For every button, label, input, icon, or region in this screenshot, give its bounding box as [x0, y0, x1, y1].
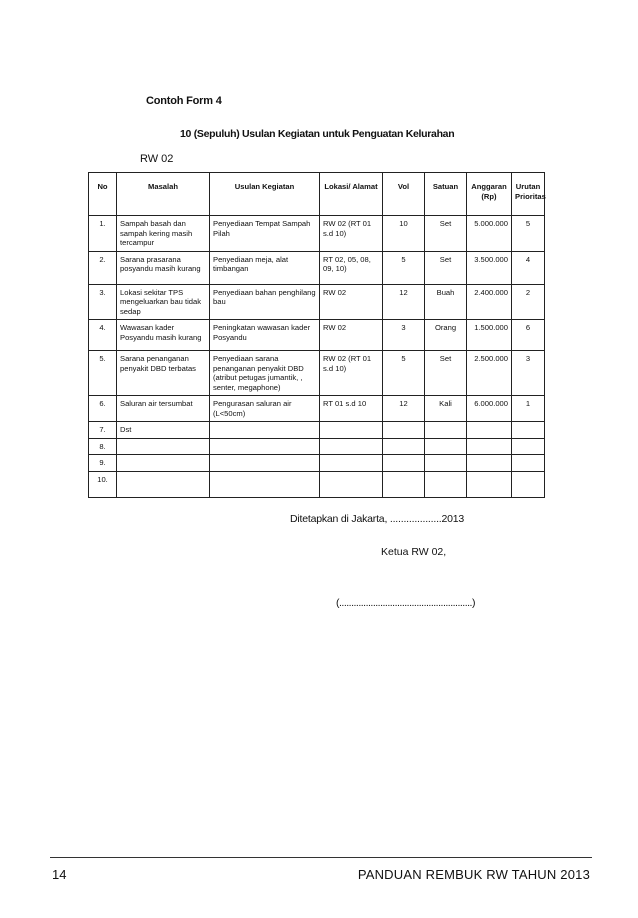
cell-anggaran: 2.400.000 — [467, 284, 512, 320]
cell-urutan — [512, 422, 545, 439]
cell-urutan — [512, 438, 545, 455]
cell-vol: 12 — [383, 396, 425, 422]
cell-lokasi: RT 02, 05, 08, 09, 10) — [320, 251, 383, 284]
table-row — [89, 438, 545, 455]
header-urutan-prioritas: Urutan Prioritas — [512, 173, 545, 216]
cell-satuan — [425, 455, 467, 472]
cell-satuan: Set — [425, 216, 467, 252]
cell-satuan: Set — [425, 351, 467, 396]
cell-masalah: Saluran air tersumbat — [117, 396, 210, 422]
cell-masalah — [117, 471, 210, 497]
cell-no: 6. — [89, 396, 117, 422]
cell-satuan — [425, 438, 467, 455]
cell-vol — [383, 422, 425, 439]
header-masalah: Masalah — [117, 173, 210, 216]
cell-urutan — [512, 455, 545, 472]
table-row — [89, 216, 545, 252]
cell-no: 1. — [89, 216, 117, 252]
cell-masalah: Sarana penanganan penyakit DBD terbatas — [117, 351, 210, 396]
header-vol: Vol — [383, 173, 425, 216]
cell-urutan: 4 — [512, 251, 545, 284]
table-row — [89, 396, 545, 422]
cell-usulan: Penyediaan Tempat Sampah Pilah — [210, 216, 320, 252]
cell-satuan: Set — [425, 251, 467, 284]
cell-anggaran: 5.000.000 — [467, 216, 512, 252]
cell-usulan: Peningkatan wawasan kader Posyandu — [210, 320, 320, 351]
cell-urutan: 3 — [512, 351, 545, 396]
header-usulan-kegiatan: Usulan Kegiatan — [210, 173, 320, 216]
decided-location-date: Ditetapkan di Jakarta, ...................2013 — [290, 513, 465, 525]
cell-lokasi: RT 01 s.d 10 — [320, 396, 383, 422]
cell-vol — [383, 471, 425, 497]
footer-divider — [50, 857, 592, 858]
cell-anggaran: 1.500.000 — [467, 320, 512, 351]
cell-usulan — [210, 455, 320, 472]
cell-no: 8. — [89, 438, 117, 455]
cell-masalah: Lokasi sekitar TPS mengeluarkan bau tidak sedap — [117, 284, 210, 320]
table-header-row — [89, 173, 545, 216]
cell-vol: 5 — [383, 251, 425, 284]
cell-lokasi — [320, 455, 383, 472]
table-row — [89, 351, 545, 396]
cell-usulan: Penyediaan bahan penghilang bau — [210, 284, 320, 320]
cell-satuan — [425, 471, 467, 497]
signature-line: (.......................................................) — [336, 597, 475, 609]
cell-lokasi: RW 02 (RT 01 s.d 10) — [320, 351, 383, 396]
cell-no: 5. — [89, 351, 117, 396]
cell-lokasi — [320, 422, 383, 439]
header-no: No — [89, 173, 117, 216]
cell-masalah: Sarana prasarana posyandu masih kurang — [117, 251, 210, 284]
table-row — [89, 471, 545, 497]
header-satuan: Satuan — [425, 173, 467, 216]
cell-satuan — [425, 422, 467, 439]
table-row — [89, 320, 545, 351]
cell-lokasi: RW 02 — [320, 284, 383, 320]
cell-satuan: Buah — [425, 284, 467, 320]
cell-masalah: Sampah basah dan sampah kering masih tercampur — [117, 216, 210, 252]
page-number: 14 — [52, 867, 67, 882]
cell-no: 4. — [89, 320, 117, 351]
cell-anggaran — [467, 471, 512, 497]
table-row — [89, 251, 545, 284]
cell-vol: 12 — [383, 284, 425, 320]
cell-vol — [383, 438, 425, 455]
cell-satuan: Orang — [425, 320, 467, 351]
rw-leader-title: Ketua RW 02, — [381, 546, 447, 558]
cell-urutan: 2 — [512, 284, 545, 320]
cell-no: 9. — [89, 455, 117, 472]
cell-masalah — [117, 438, 210, 455]
cell-lokasi: RW 02 — [320, 320, 383, 351]
table-row — [89, 455, 545, 472]
header-lokasi: Lokasi/ Alamat — [320, 173, 383, 216]
cell-anggaran — [467, 438, 512, 455]
cell-vol — [383, 455, 425, 472]
cell-usulan: Penyediaan sarana penanganan penyakit DBD (atribut petugas jumantik, , senter, megaphone) — [210, 351, 320, 396]
table-row — [89, 284, 545, 320]
cell-vol: 10 — [383, 216, 425, 252]
cell-vol: 5 — [383, 351, 425, 396]
cell-anggaran — [467, 422, 512, 439]
cell-urutan: 1 — [512, 396, 545, 422]
footer-title: PANDUAN REMBUK RW TAHUN 2013 — [357, 867, 590, 882]
cell-anggaran: 6.000.000 — [467, 396, 512, 422]
cell-usulan — [210, 471, 320, 497]
cell-anggaran: 3.500.000 — [467, 251, 512, 284]
proposal-table — [88, 172, 545, 498]
cell-urutan — [512, 471, 545, 497]
cell-usulan — [210, 422, 320, 439]
document-title: 10 (Sepuluh) Usulan Kegiatan untuk Penguatan Kelurahan — [180, 128, 455, 140]
cell-vol: 3 — [383, 320, 425, 351]
cell-no: 3. — [89, 284, 117, 320]
cell-urutan: 6 — [512, 320, 545, 351]
cell-masalah: Dst — [117, 422, 210, 439]
table-row — [89, 422, 545, 439]
cell-no: 10. — [89, 471, 117, 497]
cell-masalah — [117, 455, 210, 472]
cell-no: 7. — [89, 422, 117, 439]
form-title: Contoh Form 4 — [146, 95, 222, 107]
header-anggaran: Anggaran (Rp) — [467, 173, 512, 216]
cell-masalah: Wawasan kader Posyandu masih kurang — [117, 320, 210, 351]
cell-satuan: Kali — [425, 396, 467, 422]
cell-lokasi — [320, 471, 383, 497]
cell-anggaran: 2.500.000 — [467, 351, 512, 396]
cell-lokasi: RW 02 (RT 01 s.d 10) — [320, 216, 383, 252]
cell-lokasi — [320, 438, 383, 455]
cell-usulan: Penyediaan meja, alat timbangan — [210, 251, 320, 284]
cell-no: 2. — [89, 251, 117, 284]
rw-label: RW 02 — [140, 153, 174, 165]
cell-usulan: Pengurasan saluran air (L<50cm) — [210, 396, 320, 422]
cell-urutan: 5 — [512, 216, 545, 252]
cell-anggaran — [467, 455, 512, 472]
cell-usulan — [210, 438, 320, 455]
